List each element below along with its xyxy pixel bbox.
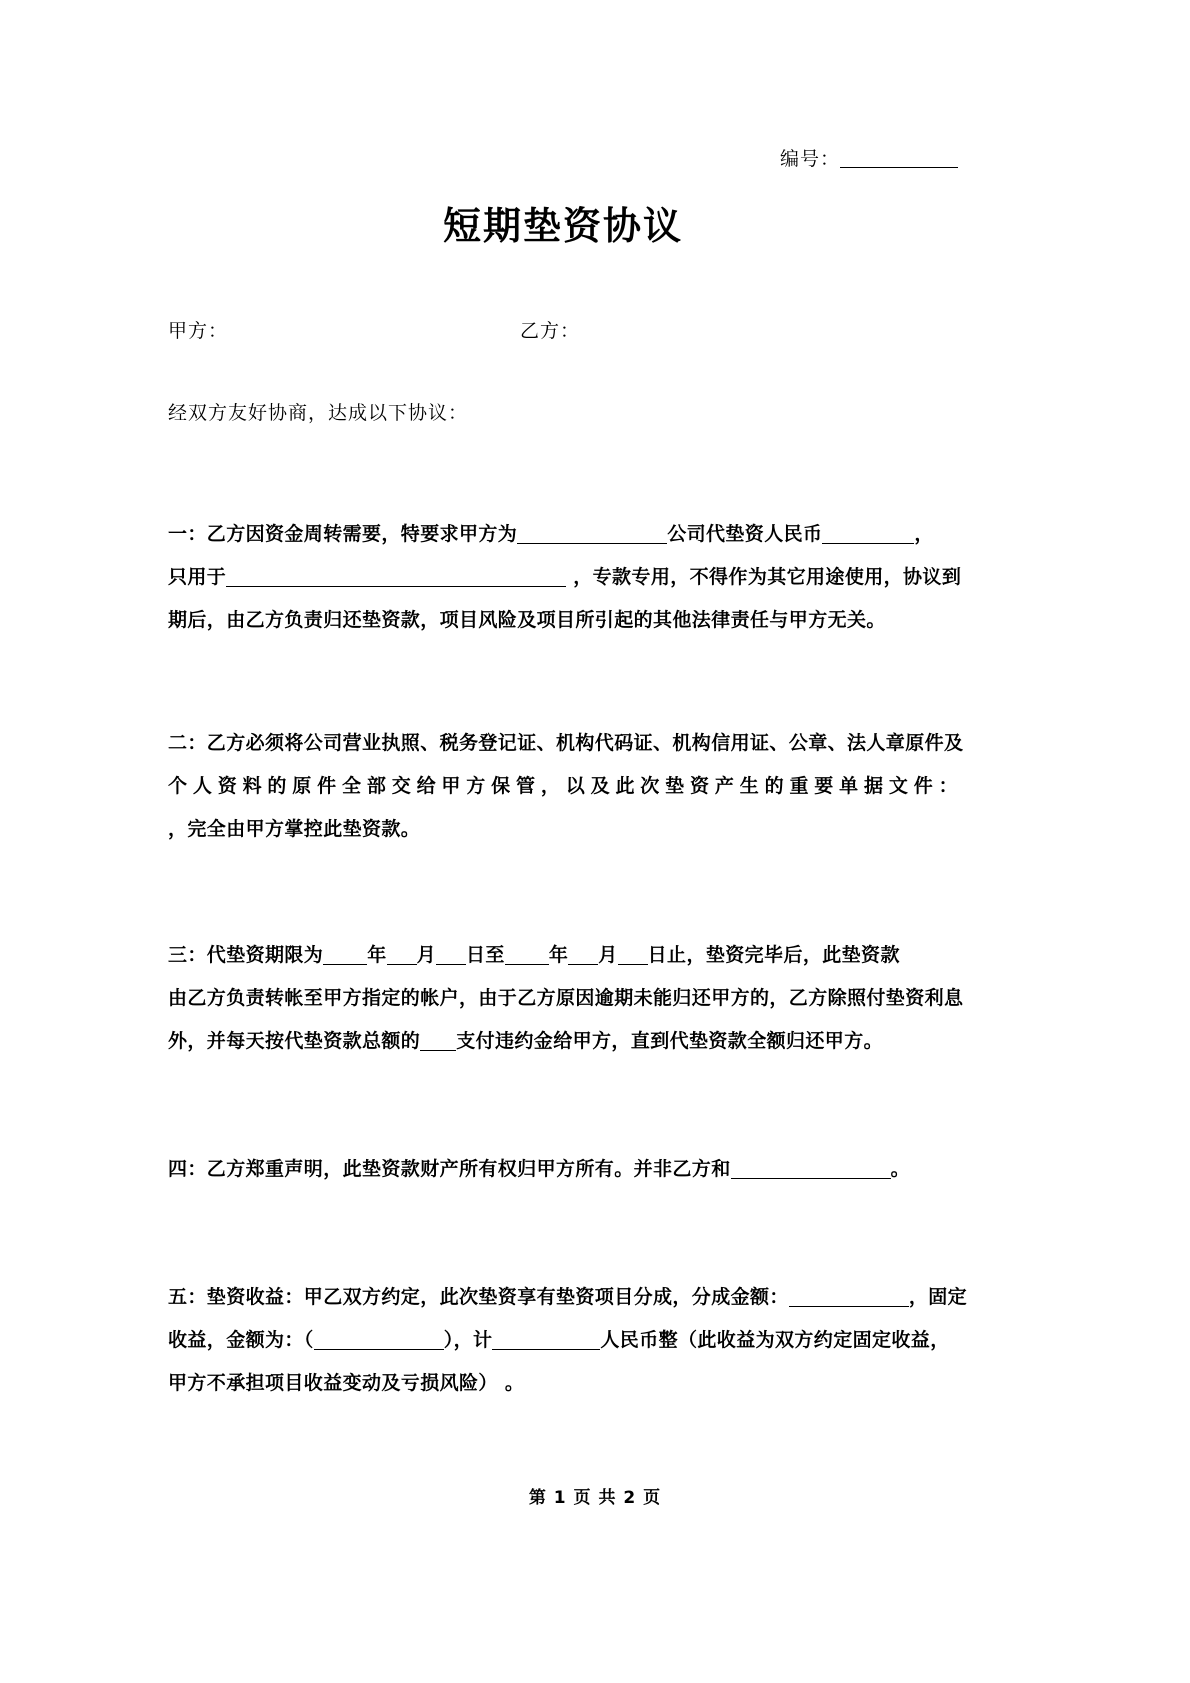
- clause-3-blank-end-day[interactable]: [618, 964, 648, 965]
- clause-4-blank-party[interactable]: [731, 1178, 891, 1179]
- clause-3-blank-penalty-rate[interactable]: [420, 1050, 456, 1051]
- clause-3-text-h: 外，并每天按代垫资款总额的: [168, 1029, 421, 1052]
- clause-2: [168, 722, 964, 851]
- clause-1-text-d: 只用于: [168, 565, 227, 588]
- clause-5-line-1: [168, 1276, 968, 1319]
- clause-3-text-b: 年: [367, 943, 387, 966]
- clause-5-text-c: 收益，金额为：（: [168, 1328, 314, 1351]
- clause-5-blank-share-amount[interactable]: [789, 1306, 909, 1307]
- clause-3-text-f: 月: [598, 943, 618, 966]
- clause-1: [168, 513, 962, 642]
- party-b-label: 乙方：: [520, 319, 581, 342]
- clause-3-text-i: 支付违约金给甲方，直到代垫资款全额归还甲方。: [456, 1029, 884, 1052]
- clause-3-blank-start-month[interactable]: [387, 964, 417, 965]
- clause-3-blank-end-year[interactable]: [505, 964, 549, 965]
- document-number-label: 编号：: [779, 148, 840, 170]
- clause-2-line-1: 二：乙方必须将公司营业执照、税务登记证、机构代码证、机构信用证、公章、法人章原件及: [168, 731, 964, 754]
- clause-5-line-2: [168, 1319, 958, 1362]
- clause-4-line-1: [168, 1148, 958, 1191]
- clause-3-line-1: [168, 934, 958, 977]
- parties-row: [168, 316, 958, 346]
- clause-1-line-1: [168, 513, 958, 556]
- clause-1-blank-company[interactable]: [517, 543, 667, 544]
- clause-1-text-a: 一：乙方因资金周转需要，特要求甲方为: [168, 522, 518, 545]
- clause-5-text-b: ，固定: [908, 1285, 968, 1308]
- clause-3-text-e: 年: [548, 943, 569, 966]
- clause-3-blank-start-year[interactable]: [323, 964, 367, 965]
- page-footer: 第 1 页 共 2 页: [528, 1488, 662, 1508]
- clause-4: [168, 1148, 958, 1191]
- clause-5-text-a: 五：垫资收益：甲乙双方约定，此次垫资享有垫资项目分成，分成金额：: [168, 1285, 789, 1308]
- clause-1-blank-purpose[interactable]: [226, 586, 566, 587]
- clause-1-text-c: ，: [914, 522, 934, 545]
- clause-5-blank-amount-words[interactable]: [314, 1349, 444, 1350]
- clause-4-text-b: 。: [890, 1157, 911, 1180]
- clause-5-blank-amount-total[interactable]: [492, 1349, 600, 1350]
- page-title: 短期垫资协议: [442, 203, 683, 248]
- clause-1-text-b: 公司代垫资人民币: [667, 522, 823, 545]
- clause-1-text-e: ，专款专用，不得作为其它用途使用，协议到: [566, 565, 962, 588]
- clause-3-line-3: [168, 1020, 958, 1063]
- clause-5-text-d: ），计: [443, 1328, 493, 1351]
- clause-3-text-c: 月: [416, 943, 437, 966]
- clause-4-text-a: 四：乙方郑重声明，此垫资款财产所有权归甲方所有。并非乙方和: [168, 1157, 731, 1180]
- clause-2-line-2: 个人资料的原件全部交给甲方保管，以及此次垫资产生的重要单据文件：: [168, 774, 958, 797]
- clause-1-line-3: 期后，由乙方负责归还垫资款，项目风险及项目所引起的其他法律责任与甲方无关。: [168, 608, 886, 631]
- clause-3-text-g: 日止，垫资完毕后，此垫资款: [647, 943, 900, 966]
- document-body: [168, 0, 968, 1405]
- agreement-intro: 经双方友好协商，达成以下协议：: [168, 401, 469, 424]
- clause-1-line-2: [168, 556, 962, 599]
- clause-3-line-2: 由乙方负责转帐至甲方指定的帐户，由于乙方原因逾期未能归还甲方的，乙方除照付垫资利息: [168, 986, 964, 1009]
- clause-3-text-d: 日至: [466, 943, 505, 966]
- clause-3-blank-start-day[interactable]: [436, 964, 466, 965]
- party-a-label: 甲方：: [168, 319, 229, 342]
- clause-3-text-a: 三：代垫资期限为: [168, 943, 324, 966]
- clause-3-blank-end-month[interactable]: [568, 964, 598, 965]
- clause-5-line-3: 甲方不承担项目收益变动及亏损风险） 。: [168, 1371, 525, 1394]
- document-number-field: [168, 148, 958, 171]
- clause-1-blank-amount[interactable]: [822, 543, 914, 544]
- clause-5-text-e: 人民币整（此收益为双方约定固定收益，: [600, 1328, 950, 1351]
- clause-5: [168, 1276, 968, 1405]
- clause-2-line-3: ，完全由甲方掌控此垫资款。: [168, 817, 421, 840]
- document-number-blank[interactable]: [840, 167, 958, 168]
- clause-3: [168, 934, 964, 1063]
